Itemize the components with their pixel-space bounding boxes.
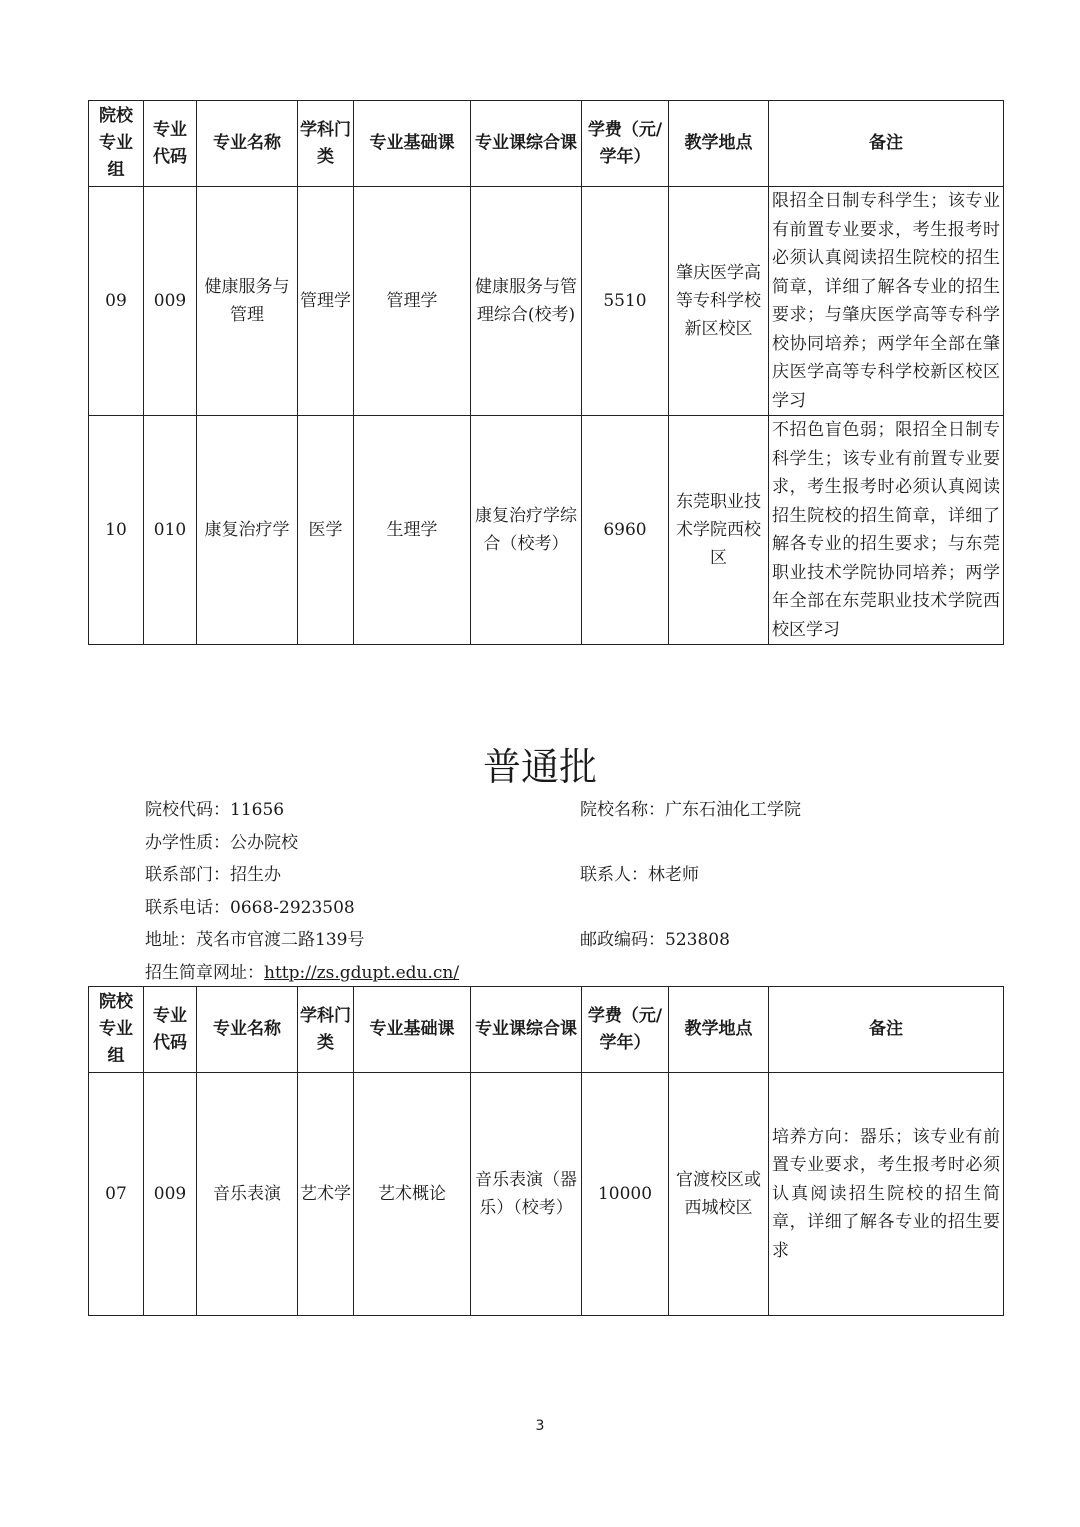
header-note: 备注 — [769, 101, 1004, 187]
cell-category: 艺术学 — [298, 1073, 354, 1316]
cell-base-course: 生理学 — [354, 416, 471, 645]
address: 地址：茂名市官渡二路139号 — [145, 930, 365, 950]
cell-note: 不招色盲色弱；限招全日制专科学生；该专业有前置专业要求，考生报考时必须认真阅读招生院校的招生简章，详细了解各专业的招生要求；与东莞职业技术学院协同培养；两学年全部在东莞职业技术学院西校区学习 — [769, 416, 1004, 645]
table-row — [89, 187, 1004, 416]
header-base-course: 专业基础课 — [354, 101, 471, 187]
header-comprehensive-course: 专业课综合课 — [471, 987, 582, 1073]
cell-comprehensive-course: 音乐表演（器乐）（校考） — [471, 1073, 582, 1316]
cell-base-course: 管理学 — [354, 187, 471, 416]
cell-comprehensive-course: 健康服务与管理综合(校考) — [471, 187, 582, 416]
cell-code: 009 — [144, 1073, 197, 1316]
header-name: 专业名称 — [197, 101, 298, 187]
cell-note: 培养方向：器乐；该专业有前置专业要求，考生报考时必须认真阅读招生院校的招生简章，详细了解各专业的招生要求 — [769, 1073, 1004, 1316]
cell-name: 康复治疗学 — [197, 416, 298, 645]
header-place: 教学地点 — [669, 987, 769, 1073]
header-category: 学科门类 — [298, 987, 354, 1073]
major-table-1 — [88, 100, 1004, 645]
cell-note: 限招全日制专科学生；该专业有前置专业要求，考生报考时必须认真阅读招生院校的招生简章，详细了解各专业的招生要求；与肇庆医学高等专科学校协同培养；两学年全部在肇庆医学高等专科学校新区校区学习 — [769, 187, 1004, 416]
contact-phone: 联系电话：0668-2923508 — [145, 898, 355, 918]
cell-name: 音乐表演 — [197, 1073, 298, 1316]
header-fee: 学费（元/学年） — [582, 987, 669, 1073]
website-link[interactable]: http://zs.gdupt.edu.cn/ — [264, 963, 460, 983]
header-category: 学科门类 — [298, 101, 354, 187]
cell-fee: 5510 — [582, 187, 669, 416]
contact-dept: 联系部门：招生办 — [145, 865, 281, 885]
cell-fee: 6960 — [582, 416, 669, 645]
cell-group: 10 — [89, 416, 144, 645]
page-number: 3 — [535, 1418, 545, 1434]
header-note: 备注 — [769, 987, 1004, 1073]
header-fee: 学费（元/学年） — [582, 101, 669, 187]
cell-place: 官渡校区或西城校区 — [669, 1073, 769, 1316]
website-line — [145, 962, 459, 984]
header-code: 专业代码 — [144, 987, 197, 1073]
cell-code: 010 — [144, 416, 197, 645]
header-comprehensive-course: 专业课综合课 — [471, 101, 582, 187]
header-code: 专业代码 — [144, 101, 197, 187]
table-header-row — [89, 987, 1004, 1073]
header-name: 专业名称 — [197, 987, 298, 1073]
website-label: 招生简章网址： — [145, 963, 264, 983]
cell-fee: 10000 — [582, 1073, 669, 1316]
major-table-2 — [88, 986, 1004, 1316]
section-title: 普通批 — [482, 745, 597, 789]
header-place: 教学地点 — [669, 101, 769, 187]
school-nature: 办学性质：公办院校 — [145, 833, 298, 853]
table-row — [89, 1073, 1004, 1316]
table-header-row — [89, 101, 1004, 187]
cell-base-course: 艺术概论 — [354, 1073, 471, 1316]
postcode: 邮政编码：523808 — [580, 930, 730, 950]
school-code: 院校代码：11656 — [145, 800, 285, 820]
school-name: 院校名称：广东石油化工学院 — [580, 800, 801, 820]
cell-comprehensive-course: 康复治疗学综合（校考） — [471, 416, 582, 645]
header-group: 院校专业组 — [89, 987, 144, 1073]
cell-name: 健康服务与管理 — [197, 187, 298, 416]
header-base-course: 专业基础课 — [354, 987, 471, 1073]
cell-group: 09 — [89, 187, 144, 416]
cell-place: 肇庆医学高等专科学校新区校区 — [669, 187, 769, 416]
header-group: 院校专业组 — [89, 101, 144, 187]
cell-category: 医学 — [298, 416, 354, 645]
table-row — [89, 416, 1004, 645]
cell-group: 07 — [89, 1073, 144, 1316]
cell-code: 009 — [144, 187, 197, 416]
cell-place: 东莞职业技术学院西校区 — [669, 416, 769, 645]
contact-person: 联系人：林老师 — [580, 865, 699, 885]
cell-category: 管理学 — [298, 187, 354, 416]
